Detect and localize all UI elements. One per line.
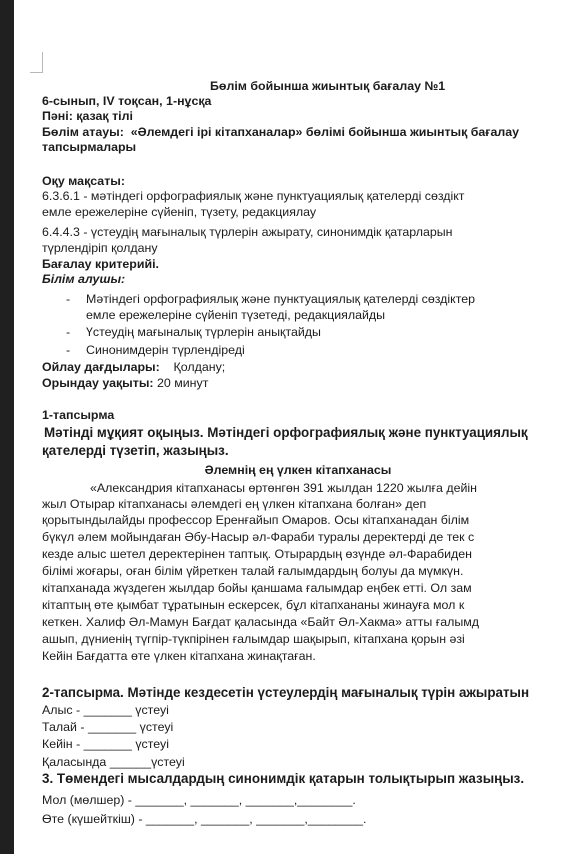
text-line: бүкүл әлем мойындаған Әбу-Насыр әл-Фараби туралы деректерді де тек с [42,530,475,544]
objective-line: емле ережелеріне сүйеніп, түзету, редакциялау [42,205,317,219]
section-name: «Әлемдегі ірі кітапханалар» бөлімі бойынша жиынтық бағалау [130,125,520,139]
criterion-line: Үстеудің мағыналық түрлерін анықтайды [86,325,321,339]
section-name-cont: тапсырмалары [42,140,137,154]
text-line: білімі жоғары, оған білім үйреткен талай ғалымдардың болуы да мүмкүн. [42,564,464,578]
time-value: 20 минут [157,376,209,390]
task1-instruction: Мәтінді мұқият оқыңыз. Мәтіндегі орфографиялық және пунктуациялық [44,425,528,440]
criterion-line: Синонимдерін түрлендіреді [86,343,245,357]
text-line: Кейін Бағдатта өте үлкен кітапхана жинақтаған. [42,649,316,663]
corner-crop-mark [30,52,43,73]
text-line: ашып, дүниенің түгпір-түкпірінен ғалымдар шақырып, кітапхана қорын әзі [42,632,465,646]
scan-dark-edge [0,0,14,854]
skills-value: Қолдану; [173,360,226,374]
text-line: жыл Отырар кітапханасы әлемдегі ең үлкен кітапхана болған» деп [42,497,427,511]
task3-item: Өте (күшейткіш) - _______, _______, _______,________. [42,812,367,826]
task1-label: 1-тапсырма [42,408,115,422]
bullet-dash: - [66,292,71,306]
bullet-dash: - [66,343,71,357]
criteria-heading: Бағалау критерийі. [42,257,159,271]
skills-label: Ойлау дағдылары: [42,360,160,374]
task3-item: Мол (мөлшер) - _______, _______, _______,________. [42,793,356,807]
skills-line [42,360,225,375]
task2-item: Кейін - _______ үстеуі [42,737,169,751]
objectives-heading: Оқу мақсаты: [42,174,125,188]
objective-line: 6.3.6.1 - мәтіндегі орфографиялық және пунктуациялық қателерді сөздікт [42,189,465,203]
text-line: кезде алыс шетел деректерінен таптық. Отырардың өзүнде әл-Фарабиден [42,547,473,561]
section-line [42,125,519,140]
grade-line: 6-сынып, IV тоқсан, 1-нұсқа [42,94,212,108]
time-label: Орындау уақыты: [42,376,154,390]
subject-line: Пәні: қазақ тілі [42,109,133,123]
task2-item: Талай - _______ үстеуі [42,720,174,734]
task2-instruction: 2-тапсырма. Мәтінде кездесетін үстеулердің мағыналық түрін ажыратын [42,685,530,700]
objective-line: түрлендіріп қолдану [42,241,158,255]
text-line: кеткен. Халиф Әл-Мамун Бағдат қаласында «Байт Әл-Хакма» атты ғалымд [42,615,480,629]
task3-instruction: 3. Төмендегі мысалдардың синонимдік қатарын толықтырып жазыңыз. [42,771,525,786]
text-line: кітаптың өте қымбат тұратынын ескерсек, бұл кітапхананы жинауға мол к [42,598,465,612]
time-line [42,376,208,391]
objective-line: 6.4.4.3 - үстеудің мағыналық түрлерін ажырату, синонимдік қатарларын [42,225,453,239]
task2-item: Қаласында ______үстеуі [42,755,185,769]
task1-instruction: қателерді түзетіп, жазыңыз. [42,443,229,458]
task2-item: Алыс - _______ үстеуі [42,703,169,717]
section-label: Бөлім атауы: [42,125,124,139]
text-line: қорытындылайды профессор Еренғайып Омаров. Осы кітапханадан білім [42,513,470,527]
page-title: Бөлім бойынша жиынтық бағалау №1 [210,79,446,93]
text-line: «Александрия кітапханасы өртөнгөн 391 жылдан 1220 жылға дейін [90,481,477,495]
learner-heading: Білім алушы: [42,272,126,286]
criterion-line: Мәтіндегі орфографиялық және пунктуациялық қателерді сөздіктер [86,292,476,306]
text-line: кітапханада жүздеген жылдар бойы қаншама ғалымдар еңбек етті. Ол зам [42,581,472,595]
criterion-line: емле ережелеріне сүйеніп түзетеді, редакциялайды [86,308,386,322]
text-title: Әлемнің ең үлкен кітапханасы [204,463,392,477]
bullet-dash: - [66,325,71,339]
